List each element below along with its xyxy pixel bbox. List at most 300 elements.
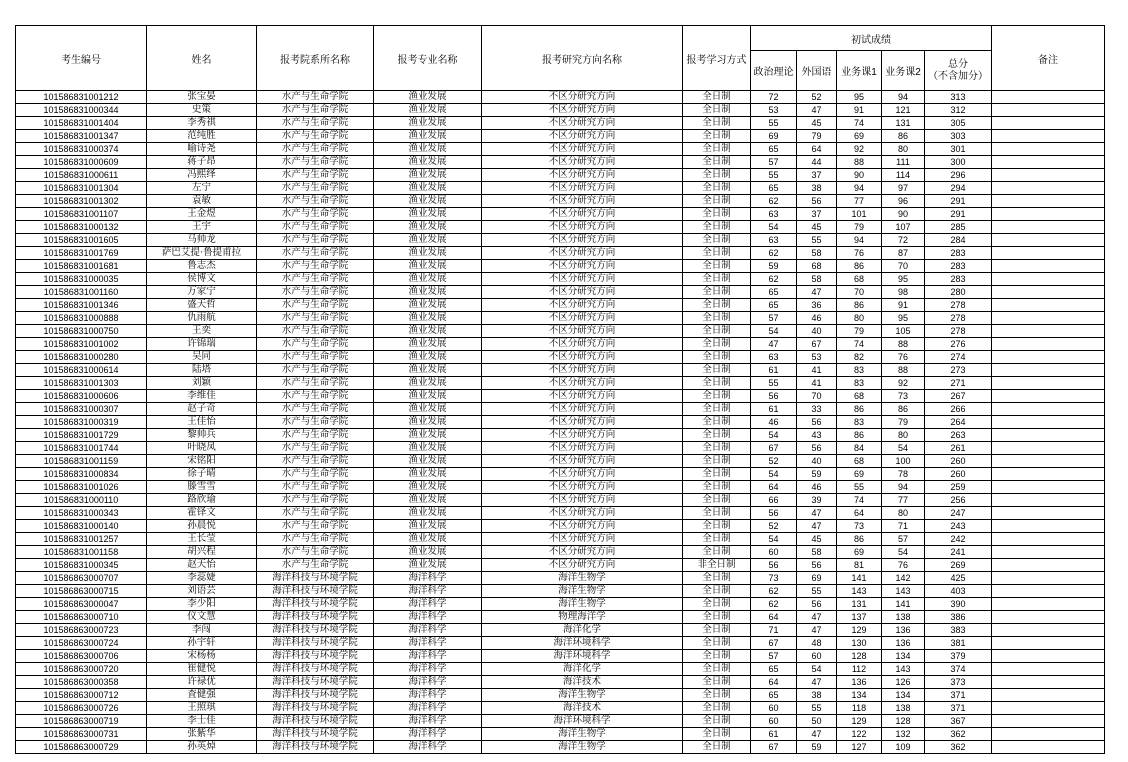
cell-mode: 全日制 <box>683 195 751 208</box>
cell-direction: 不区分研究方向 <box>482 533 683 546</box>
cell-foreign: 56 <box>797 195 837 208</box>
cell-mode: 全日制 <box>683 182 751 195</box>
cell-name: 侯博文 <box>147 273 257 286</box>
cell-remark <box>992 676 1105 689</box>
cell-college: 水产与生命学院 <box>257 221 374 234</box>
cell-course2: 80 <box>882 507 925 520</box>
table-row <box>16 728 1105 741</box>
cell-college: 海洋科技与环境学院 <box>257 624 374 637</box>
cell-total: 241 <box>925 546 992 559</box>
cell-major: 渔业发展 <box>374 507 482 520</box>
cell-id: 101586831001303 <box>16 377 147 390</box>
cell-remark <box>992 494 1105 507</box>
cell-foreign: 46 <box>797 312 837 325</box>
cell-college: 水产与生命学院 <box>257 351 374 364</box>
cell-course2: 131 <box>882 117 925 130</box>
cell-name: 刘颖 <box>147 377 257 390</box>
cell-total: 280 <box>925 286 992 299</box>
cell-name: 许锦瑞 <box>147 338 257 351</box>
cell-foreign: 40 <box>797 455 837 468</box>
cell-course1: 73 <box>837 520 882 533</box>
cell-major: 渔业发展 <box>374 169 482 182</box>
cell-course2: 142 <box>882 572 925 585</box>
cell-college: 水产与生命学院 <box>257 468 374 481</box>
cell-college: 水产与生命学院 <box>257 455 374 468</box>
cell-id: 101586831001681 <box>16 260 147 273</box>
cell-direction: 不区分研究方向 <box>482 312 683 325</box>
cell-name: 王奕 <box>147 325 257 338</box>
cell-direction: 海洋化学 <box>482 624 683 637</box>
cell-course2: 95 <box>882 273 925 286</box>
cell-course1: 92 <box>837 143 882 156</box>
cell-mode: 全日制 <box>683 156 751 169</box>
cell-foreign: 56 <box>797 442 837 455</box>
cell-remark <box>992 585 1105 598</box>
cell-course1: 143 <box>837 585 882 598</box>
cell-direction: 不区分研究方向 <box>482 247 683 260</box>
cell-course1: 91 <box>837 104 882 117</box>
cell-politics: 54 <box>751 325 797 338</box>
cell-politics: 67 <box>751 637 797 650</box>
cell-id: 101586863000715 <box>16 585 147 598</box>
cell-course2: 134 <box>882 689 925 702</box>
cell-total: 273 <box>925 364 992 377</box>
cell-course2: 136 <box>882 624 925 637</box>
cell-course2: 107 <box>882 221 925 234</box>
cell-foreign: 38 <box>797 689 837 702</box>
cell-major: 渔业发展 <box>374 546 482 559</box>
cell-total: 313 <box>925 91 992 104</box>
cell-foreign: 69 <box>797 572 837 585</box>
cell-politics: 47 <box>751 338 797 351</box>
cell-mode: 全日制 <box>683 663 751 676</box>
cell-course2: 111 <box>882 156 925 169</box>
col-header-politics: 政治理论 <box>751 51 797 91</box>
cell-name: 仇雨航 <box>147 312 257 325</box>
cell-direction: 不区分研究方向 <box>482 130 683 143</box>
cell-total: 283 <box>925 247 992 260</box>
table-row <box>16 117 1105 130</box>
cell-foreign: 45 <box>797 533 837 546</box>
cell-total: 242 <box>925 533 992 546</box>
cell-foreign: 37 <box>797 208 837 221</box>
cell-politics: 64 <box>751 676 797 689</box>
cell-id: 101586863000712 <box>16 689 147 702</box>
cell-course1: 68 <box>837 273 882 286</box>
table-row <box>16 403 1105 416</box>
total-line1: 总分 <box>948 58 968 70</box>
cell-college: 海洋科技与环境学院 <box>257 715 374 728</box>
cell-course2: 132 <box>882 728 925 741</box>
table-row <box>16 325 1105 338</box>
cell-college: 水产与生命学院 <box>257 234 374 247</box>
cell-id: 101586831000307 <box>16 403 147 416</box>
cell-remark <box>992 572 1105 585</box>
cell-total: 367 <box>925 715 992 728</box>
cell-id: 101586863000719 <box>16 715 147 728</box>
cell-direction: 海洋环境科学 <box>482 637 683 650</box>
cell-mode: 全日制 <box>683 598 751 611</box>
col-header-course2: 业务课2 <box>882 51 925 91</box>
cell-college: 海洋科技与环境学院 <box>257 702 374 715</box>
cell-course1: 68 <box>837 455 882 468</box>
cell-foreign: 52 <box>797 91 837 104</box>
cell-course2: 121 <box>882 104 925 117</box>
cell-total: 260 <box>925 468 992 481</box>
cell-name: 王金煜 <box>147 208 257 221</box>
cell-remark <box>992 351 1105 364</box>
cell-direction: 不区分研究方向 <box>482 273 683 286</box>
cell-course1: 86 <box>837 299 882 312</box>
cell-mode: 全日制 <box>683 364 751 377</box>
table-row <box>16 130 1105 143</box>
cell-politics: 56 <box>751 507 797 520</box>
cell-id: 101586863000731 <box>16 728 147 741</box>
cell-politics: 63 <box>751 351 797 364</box>
table-row <box>16 585 1105 598</box>
cell-politics: 62 <box>751 598 797 611</box>
table-row <box>16 533 1105 546</box>
cell-remark <box>992 208 1105 221</box>
cell-name: 王佳怡 <box>147 416 257 429</box>
cell-remark <box>992 273 1105 286</box>
cell-college: 水产与生命学院 <box>257 143 374 156</box>
cell-mode: 全日制 <box>683 273 751 286</box>
cell-politics: 62 <box>751 247 797 260</box>
cell-college: 水产与生命学院 <box>257 481 374 494</box>
cell-remark <box>992 104 1105 117</box>
cell-politics: 65 <box>751 299 797 312</box>
cell-mode: 全日制 <box>683 533 751 546</box>
cell-major: 海洋科学 <box>374 585 482 598</box>
cell-id: 101586831001158 <box>16 546 147 559</box>
cell-course1: 69 <box>837 468 882 481</box>
cell-college: 水产与生命学院 <box>257 416 374 429</box>
cell-id: 101586863000724 <box>16 637 147 650</box>
cell-total: 263 <box>925 429 992 442</box>
cell-remark <box>992 156 1105 169</box>
cell-politics: 65 <box>751 286 797 299</box>
cell-mode: 全日制 <box>683 299 751 312</box>
cell-major: 渔业发展 <box>374 520 482 533</box>
cell-name: 李维佳 <box>147 390 257 403</box>
cell-remark <box>992 689 1105 702</box>
cell-politics: 63 <box>751 234 797 247</box>
cell-college: 水产与生命学院 <box>257 403 374 416</box>
cell-course2: 87 <box>882 247 925 260</box>
table-row <box>16 390 1105 403</box>
cell-name: 左宁 <box>147 182 257 195</box>
cell-foreign: 70 <box>797 390 837 403</box>
cell-course1: 129 <box>837 624 882 637</box>
cell-remark <box>992 611 1105 624</box>
cell-foreign: 44 <box>797 156 837 169</box>
cell-politics: 71 <box>751 624 797 637</box>
cell-mode: 全日制 <box>683 325 751 338</box>
cell-total: 301 <box>925 143 992 156</box>
table-row <box>16 156 1105 169</box>
cell-course2: 114 <box>882 169 925 182</box>
cell-name: 李少阳 <box>147 598 257 611</box>
cell-direction: 不区分研究方向 <box>482 429 683 442</box>
col-header-course1: 业务课1 <box>837 51 882 91</box>
cell-total: 256 <box>925 494 992 507</box>
cell-major: 渔业发展 <box>374 182 482 195</box>
cell-total: 274 <box>925 351 992 364</box>
cell-course2: 86 <box>882 130 925 143</box>
cell-id: 101586831000132 <box>16 221 147 234</box>
cell-id: 101586863000047 <box>16 598 147 611</box>
table-row <box>16 182 1105 195</box>
cell-politics: 57 <box>751 156 797 169</box>
cell-course2: 109 <box>882 741 925 754</box>
cell-politics: 57 <box>751 312 797 325</box>
cell-mode: 全日制 <box>683 689 751 702</box>
table-row <box>16 416 1105 429</box>
cell-foreign: 47 <box>797 507 837 520</box>
cell-course2: 95 <box>882 312 925 325</box>
cell-foreign: 47 <box>797 286 837 299</box>
cell-foreign: 50 <box>797 715 837 728</box>
cell-course2: 88 <box>882 338 925 351</box>
cell-college: 水产与生命学院 <box>257 546 374 559</box>
score-table <box>15 25 1105 754</box>
cell-mode: 全日制 <box>683 572 751 585</box>
cell-foreign: 56 <box>797 416 837 429</box>
cell-course1: 130 <box>837 637 882 650</box>
cell-name: 鲁志杰 <box>147 260 257 273</box>
cell-direction: 海洋环境科学 <box>482 650 683 663</box>
cell-id: 101586831001159 <box>16 455 147 468</box>
table-row <box>16 312 1105 325</box>
cell-id: 101586831001107 <box>16 208 147 221</box>
cell-college: 海洋科技与环境学院 <box>257 585 374 598</box>
cell-foreign: 38 <box>797 182 837 195</box>
cell-major: 渔业发展 <box>374 559 482 572</box>
cell-politics: 56 <box>751 559 797 572</box>
cell-major: 渔业发展 <box>374 533 482 546</box>
cell-major: 渔业发展 <box>374 299 482 312</box>
cell-course1: 74 <box>837 117 882 130</box>
cell-politics: 62 <box>751 585 797 598</box>
cell-college: 水产与生命学院 <box>257 364 374 377</box>
cell-direction: 不区分研究方向 <box>482 156 683 169</box>
cell-id: 101586863000358 <box>16 676 147 689</box>
cell-major: 渔业发展 <box>374 195 482 208</box>
cell-remark <box>992 169 1105 182</box>
cell-remark <box>992 312 1105 325</box>
cell-remark <box>992 117 1105 130</box>
cell-direction: 不区分研究方向 <box>482 208 683 221</box>
cell-politics: 55 <box>751 117 797 130</box>
cell-major: 海洋科学 <box>374 741 482 754</box>
cell-total: 260 <box>925 455 992 468</box>
cell-remark <box>992 559 1105 572</box>
cell-remark <box>992 507 1105 520</box>
cell-course1: 77 <box>837 195 882 208</box>
cell-remark <box>992 533 1105 546</box>
cell-name: 李士佳 <box>147 715 257 728</box>
cell-college: 水产与生命学院 <box>257 130 374 143</box>
cell-college: 水产与生命学院 <box>257 286 374 299</box>
cell-mode: 全日制 <box>683 234 751 247</box>
cell-mode: 全日制 <box>683 494 751 507</box>
cell-major: 渔业发展 <box>374 325 482 338</box>
cell-direction: 不区分研究方向 <box>482 260 683 273</box>
cell-id: 101586831000609 <box>16 156 147 169</box>
cell-foreign: 47 <box>797 104 837 117</box>
cell-direction: 不区分研究方向 <box>482 338 683 351</box>
cell-college: 海洋科技与环境学院 <box>257 676 374 689</box>
cell-course2: 80 <box>882 429 925 442</box>
cell-college: 水产与生命学院 <box>257 156 374 169</box>
table-row <box>16 481 1105 494</box>
cell-mode: 全日制 <box>683 117 751 130</box>
cell-total: 291 <box>925 208 992 221</box>
table-row <box>16 195 1105 208</box>
cell-name: 赵天怡 <box>147 559 257 572</box>
cell-foreign: 33 <box>797 403 837 416</box>
cell-college: 海洋科技与环境学院 <box>257 728 374 741</box>
cell-mode: 全日制 <box>683 546 751 559</box>
cell-name: 盛天哲 <box>147 299 257 312</box>
cell-major: 渔业发展 <box>374 481 482 494</box>
cell-direction: 海洋生物学 <box>482 741 683 754</box>
cell-course1: 76 <box>837 247 882 260</box>
cell-direction: 不区分研究方向 <box>482 91 683 104</box>
cell-major: 海洋科学 <box>374 663 482 676</box>
cell-mode: 全日制 <box>683 403 751 416</box>
cell-politics: 67 <box>751 442 797 455</box>
cell-major: 海洋科学 <box>374 702 482 715</box>
cell-name: 王宇 <box>147 221 257 234</box>
cell-foreign: 37 <box>797 169 837 182</box>
cell-course1: 64 <box>837 507 882 520</box>
table-row <box>16 572 1105 585</box>
cell-mode: 全日制 <box>683 624 751 637</box>
cell-major: 渔业发展 <box>374 260 482 273</box>
cell-major: 渔业发展 <box>374 312 482 325</box>
cell-name: 袁敏 <box>147 195 257 208</box>
cell-direction: 不区分研究方向 <box>482 416 683 429</box>
cell-major: 海洋科学 <box>374 572 482 585</box>
cell-course1: 83 <box>837 364 882 377</box>
cell-college: 海洋科技与环境学院 <box>257 663 374 676</box>
cell-remark <box>992 221 1105 234</box>
cell-direction: 不区分研究方向 <box>482 442 683 455</box>
cell-remark <box>992 338 1105 351</box>
cell-total: 305 <box>925 117 992 130</box>
cell-course1: 83 <box>837 416 882 429</box>
table-row <box>16 286 1105 299</box>
cell-politics: 63 <box>751 208 797 221</box>
cell-college: 水产与生命学院 <box>257 559 374 572</box>
cell-course1: 80 <box>837 312 882 325</box>
cell-id: 101586831001257 <box>16 533 147 546</box>
cell-foreign: 40 <box>797 325 837 338</box>
cell-major: 渔业发展 <box>374 403 482 416</box>
cell-id: 101586863000720 <box>16 663 147 676</box>
cell-total: 247 <box>925 507 992 520</box>
cell-name: 王照琪 <box>147 702 257 715</box>
cell-name: 吴同 <box>147 351 257 364</box>
cell-name: 张宝晏 <box>147 91 257 104</box>
cell-course2: 94 <box>882 91 925 104</box>
cell-id: 101586831000374 <box>16 143 147 156</box>
cell-politics: 69 <box>751 130 797 143</box>
cell-politics: 65 <box>751 689 797 702</box>
cell-major: 渔业发展 <box>374 286 482 299</box>
cell-major: 海洋科学 <box>374 689 482 702</box>
cell-mode: 全日制 <box>683 169 751 182</box>
cell-course1: 68 <box>837 390 882 403</box>
cell-foreign: 45 <box>797 221 837 234</box>
cell-name: 史策 <box>147 104 257 117</box>
cell-direction: 不区分研究方向 <box>482 559 683 572</box>
cell-direction: 海洋生物学 <box>482 585 683 598</box>
cell-course1: 101 <box>837 208 882 221</box>
cell-direction: 不区分研究方向 <box>482 234 683 247</box>
cell-foreign: 67 <box>797 338 837 351</box>
cell-total: 425 <box>925 572 992 585</box>
cell-remark <box>992 364 1105 377</box>
cell-name: 万家宁 <box>147 286 257 299</box>
cell-remark <box>992 481 1105 494</box>
cell-major: 海洋科学 <box>374 637 482 650</box>
cell-total: 303 <box>925 130 992 143</box>
cell-college: 水产与生命学院 <box>257 169 374 182</box>
cell-politics: 53 <box>751 104 797 117</box>
cell-politics: 54 <box>751 468 797 481</box>
cell-foreign: 47 <box>797 611 837 624</box>
table-row <box>16 442 1105 455</box>
cell-mode: 全日制 <box>683 338 751 351</box>
cell-major: 渔业发展 <box>374 416 482 429</box>
cell-course1: 86 <box>837 403 882 416</box>
cell-direction: 不区分研究方向 <box>482 507 683 520</box>
cell-major: 海洋科学 <box>374 676 482 689</box>
cell-college: 海洋科技与环境学院 <box>257 689 374 702</box>
cell-direction: 不区分研究方向 <box>482 299 683 312</box>
table-row <box>16 364 1105 377</box>
cell-college: 水产与生命学院 <box>257 104 374 117</box>
cell-course2: 97 <box>882 182 925 195</box>
col-header-group-scores: 初试成绩 <box>751 26 992 51</box>
cell-remark <box>992 546 1105 559</box>
cell-name: 刘语芸 <box>147 585 257 598</box>
cell-name: 冯熙绎 <box>147 169 257 182</box>
cell-course1: 81 <box>837 559 882 572</box>
cell-remark <box>992 143 1105 156</box>
cell-course2: 72 <box>882 234 925 247</box>
table-row <box>16 624 1105 637</box>
cell-major: 渔业发展 <box>374 390 482 403</box>
cell-id: 101586831001304 <box>16 182 147 195</box>
cell-college: 水产与生命学院 <box>257 338 374 351</box>
cell-remark <box>992 416 1105 429</box>
cell-college: 海洋科技与环境学院 <box>257 637 374 650</box>
cell-course1: 134 <box>837 689 882 702</box>
cell-id: 101586863000726 <box>16 702 147 715</box>
cell-college: 水产与生命学院 <box>257 442 374 455</box>
cell-foreign: 56 <box>797 598 837 611</box>
cell-college: 水产与生命学院 <box>257 494 374 507</box>
cell-id: 101586863000710 <box>16 611 147 624</box>
cell-mode: 全日制 <box>683 104 751 117</box>
cell-id: 101586831001744 <box>16 442 147 455</box>
table-row <box>16 338 1105 351</box>
cell-remark <box>992 741 1105 754</box>
